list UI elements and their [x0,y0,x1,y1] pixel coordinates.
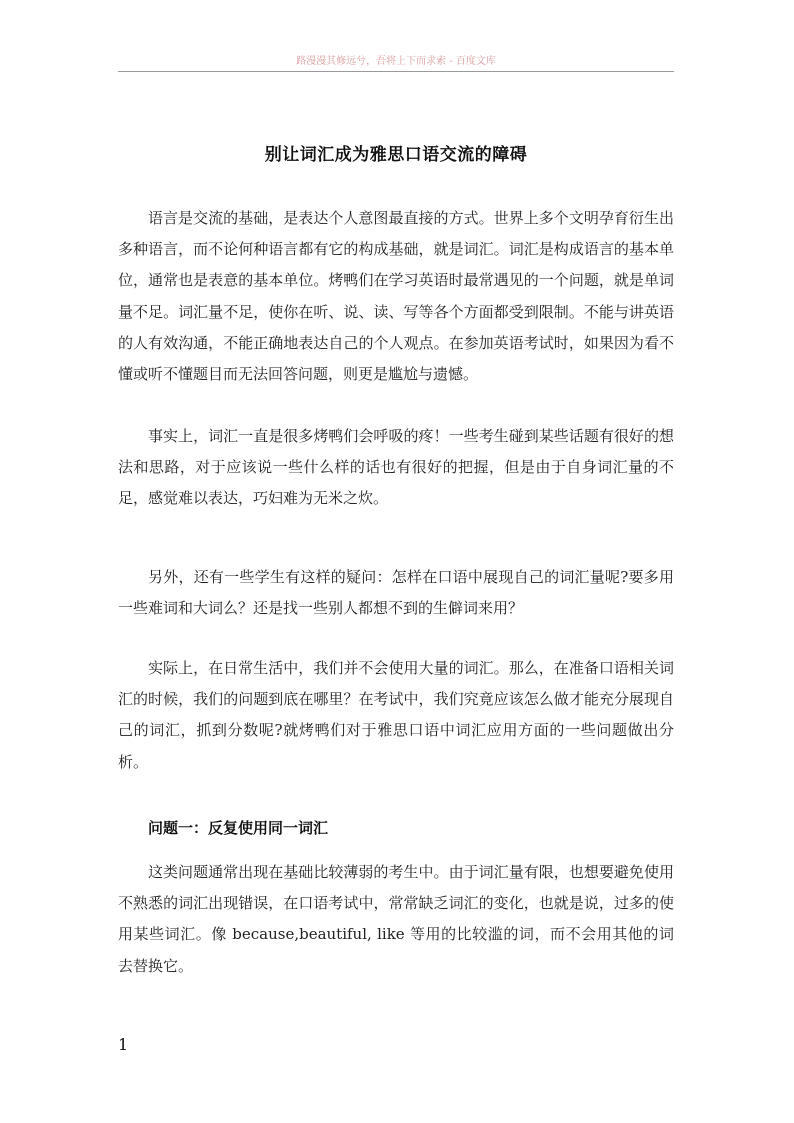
document-title: 别让词汇成为雅思口语交流的障碍 [264,145,528,165]
paragraph-vocabulary-pain: 事实上，词汇一直是很多烤鸭们会呼吸的疼！一些考生碰到某些话题有很好的想法和思路，对于应该说一些什么样的话也有很好的把握，但是由于自身词汇量的不足，感觉难以表达，巧妇难为无米之炊。 [118,427,674,508]
paragraph-analysis: 实际上，在日常生活中，我们并不会使用大量的词汇。那么，在准备口语相关词汇的时候，我们的问题到底在哪里？在考试中，我们究竟应该怎么做才能充分展现自己的词汇，抓到分数呢?就烤鸭们对于雅思口语中词汇应用方面的一些问题做出分析。 [118,659,674,771]
paragraph-student-question: 另外，还有一些学生有这样的疑问：怎样在口语中展现自己的词汇量呢?要多用一些难词和大词么？还是找一些别人都想不到的生僻词来用？ [118,568,674,618]
paragraph-intro: 语言是交流的基础，是表达个人意图最直接的方式。世界上多个文明孕育衍生出多种语言，而不论何种语言都有它的构成基础，就是词汇。词汇是构成语言的基本单位，通常也是表意的基本单位。烤鸭们在学习英语时最常遇见的一个问题，就是单词量不足。词汇量不足，使你在听、说、读、写等各个方面都受到限制。不能与讲英语的人有效沟通，不能正确地表达自己的个人观点。在参加英语考试时，如果因为看不懂或听不懂题目而无法回答问题，则更是尴尬与遗憾。 [118,209,674,384]
page-number: 1 [118,1035,129,1054]
header-text: 路漫漫其修远兮，吾将上下而求索 - 百度文库 [296,56,496,67]
page-header [118,55,674,72]
paragraph-problem-one: 这类问题通常出现在基础比较薄弱的考生中。由于词汇量有限，也想要避免使用不熟悉的词汇出现错误，在口语考试中，常常缺乏词汇的变化，也就是说，过多的使用某些词汇。像 because,beautiful, like 等用的比较滥的词，而不会用其他的词去替换它。 [118,863,674,975]
section-heading: 问题一：反复使用同一词汇 [148,819,329,837]
